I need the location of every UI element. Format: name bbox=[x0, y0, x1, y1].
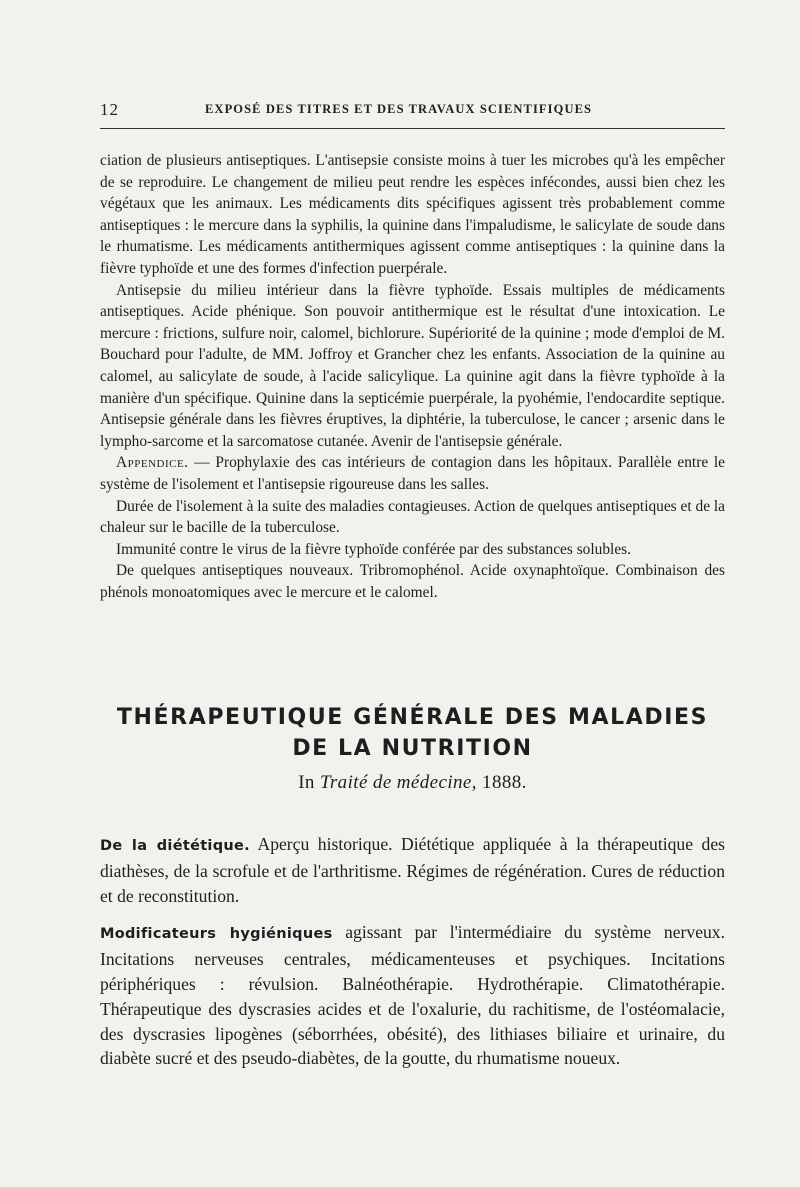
paragraph-text: agissant par l'intermédiaire du système nerveux. Incitations nerveuses centrales, médicamenteuses et psychiques. Incitations périphériques : révulsion. Balnéothérapie. Hydrothérapie. Climatothérapie. Thérapeutique des dyscrasies acides et de l'oxalurie, du rachitisme, de l'ostéomalacie, des dyscrasies lipogènes (séborrhées, obésité), des lithiases biliaire et urinaire, du diabète sucré et des pseudo-diabètes, de la goutte, du rhumatisme noueux. bbox=[100, 922, 725, 1069]
paragraph: Antisepsie du milieu intérieur dans la fièvre typhoïde. Essais multiples de médicaments antiseptiques. Acide phénique. Son pouvoir antithermique est le résultat d'une intoxication. Le mercure : frictions, sulfure noir, calomel, bichlorure. Supériorité de la quinine ; mode d'emploi de M. Bouchard pour l'adulte, de MM. Joffroy et Grancher chez les enfants. Association de la quinine au calomel, au salicylate de soude, à l'acide salicylique. La quinine agit dans la fièvre typhoïde à la manière d'un spécifique. Quinine dans la septicémie puerpérale, la pyohémie, l'endocardite septique. Antisepsie générale dans les fièvres éruptives, la diphtérie, la tuberculose, le cancer ; arsenic dans le lympho-sarcome et la sarcomatose cutanée. Avenir de l'antisepsie générale. bbox=[100, 281, 725, 450]
page-number: 12 bbox=[100, 100, 119, 119]
section-title-line: DE LA NUTRITION bbox=[292, 736, 533, 761]
running-title: EXPOSÉ DES TITRES ET DES TRAVAUX SCIENTIFIQUES bbox=[205, 102, 593, 116]
paragraph-lead: De la diététique. bbox=[100, 838, 250, 854]
subtitle-work: Traité de médecine, bbox=[319, 772, 477, 793]
section-title bbox=[100, 702, 725, 764]
body-text bbox=[100, 150, 725, 603]
section-paragraph bbox=[100, 832, 725, 908]
appendix-label: Appendice. bbox=[116, 454, 189, 472]
section-paragraph bbox=[100, 920, 725, 1071]
appendix-text: — Prophylaxie des cas intérieurs de contagion dans les hôpitaux. Parallèle entre le système de l'isolement et l'antisepsie rigoureuse dans les salles. bbox=[100, 454, 725, 493]
section-body bbox=[100, 832, 725, 1083]
subtitle-year: 1888. bbox=[476, 772, 527, 793]
paragraph-lead: Modificateurs hygiéniques bbox=[100, 926, 333, 943]
paragraph: De quelques antiseptiques nouveaux. Tribromophénol. Acide oxynaphtoïque. Combinaison des phénols monoatomiques avec le mercure et le calomel. bbox=[100, 562, 725, 601]
section-subtitle bbox=[100, 772, 725, 794]
subtitle-prefix: In bbox=[298, 772, 320, 793]
header-rule bbox=[100, 128, 725, 129]
section-title-line: THÉRAPEUTIQUE GÉNÉRALE DES MALADIES bbox=[116, 705, 709, 730]
paragraph: Durée de l'isolement à la suite des maladies contagieuses. Action de quelques antiseptiques et de la chaleur sur le bacille de la tuberculose. bbox=[100, 497, 725, 537]
paragraph: Immunité contre le virus de la fièvre typhoïde conférée par des substances solubles. bbox=[116, 540, 631, 558]
paragraph: ciation de plusieurs antiseptiques. L'antisepsie consiste moins à tuer les microbes qu'à les empêcher de se reproduire. Le changement de milieu peut rendre les espèces infécondes, aussi bien chez les végétaux que les animaux. Les médicaments dits spécifiques agissent très probablement comme antiseptiques : le mercure dans la syphilis, la quinine dans l'impaludisme, le salicylate de soude dans le rhumatisme. Les médicaments antithermiques agissent comme antiseptiques : la quinine dans la fièvre typhoïde et une des formes d'infection puerpérale. bbox=[100, 152, 725, 277]
running-head bbox=[100, 98, 725, 122]
paragraph bbox=[100, 452, 725, 495]
paragraph-text: Aperçu historique. Diététique appliquée à la thérapeutique des diathèses, de la scrofule et de l'arthritisme. Régimes de régénération. Cures de réduction et de reconstitution. bbox=[100, 834, 725, 906]
